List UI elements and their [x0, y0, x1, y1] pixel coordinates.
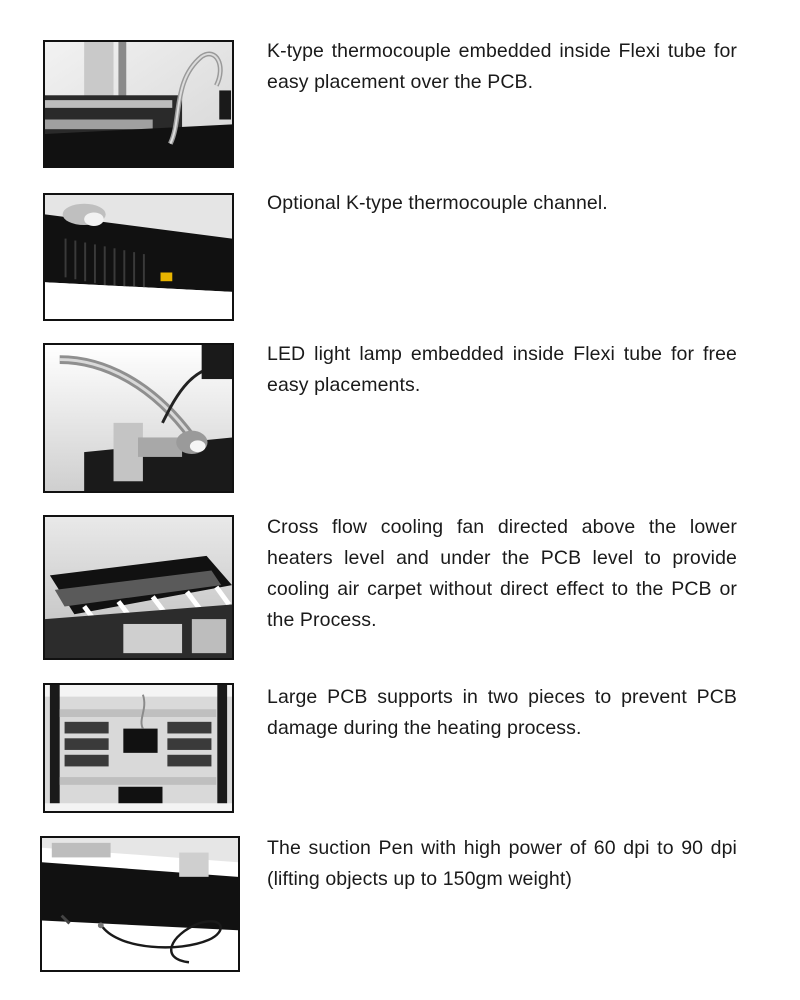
feature-description: Large PCB supports in two pieces to prevent PCB damage during the heating process.: [267, 686, 737, 739]
cooling-fan-photo: [43, 515, 234, 660]
feature-description: Cross flow cooling fan directed above the lower heaters level and under the PCB level to provide cooling air carpet without direct effect to the PCB or the Process.: [267, 516, 737, 631]
feature-description: LED light lamp embedded inside Flexi tube for free easy placements.: [267, 343, 737, 396]
feature-description: K-type thermocouple embedded inside Flexi tube for easy placement over the PCB.: [267, 40, 737, 93]
feature-description: The suction Pen with high power of 60 dpi to 90 dpi (lifting objects up to 150gm weight): [267, 837, 737, 890]
suction-pen-photo: [40, 836, 240, 972]
led-lamp-photo: [43, 343, 234, 493]
thermocouple-channel-photo: [43, 193, 234, 321]
pcb-supports-photo: [43, 683, 234, 813]
thermocouple-flexi-photo: [43, 40, 234, 168]
feature-description: Optional K-type thermocouple channel.: [267, 192, 608, 214]
